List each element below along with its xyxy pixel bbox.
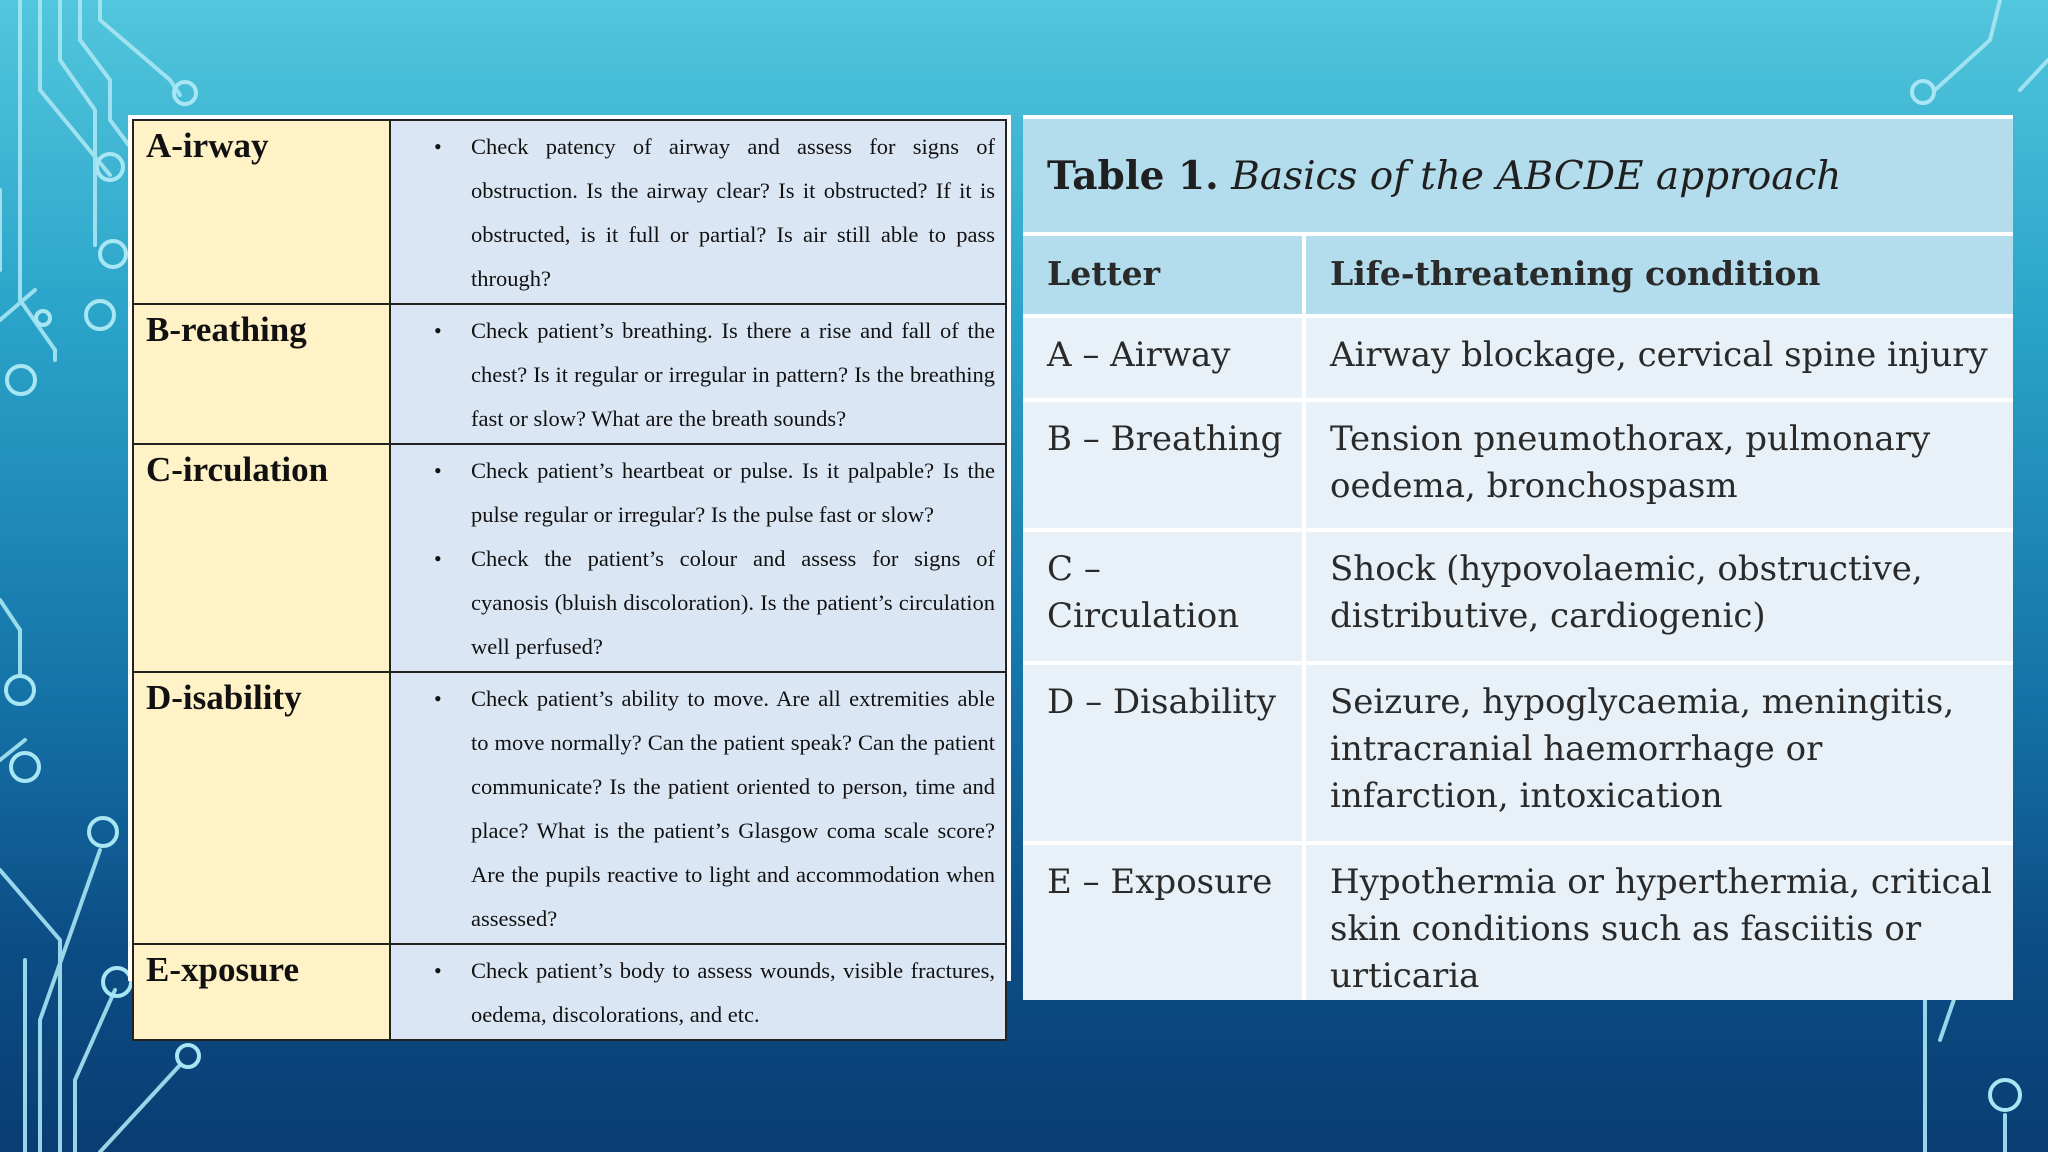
row-description — [390, 304, 1006, 444]
list-item: • Check patency of airway and assess for signs of obstruction. Is the airway clear? Is it obstructed? If it is obstructed, is it full or partial? Is air still able to pass through? — [471, 125, 995, 301]
table-row — [1023, 661, 2013, 841]
table-caption: Basics of the ABCDE approach — [1231, 154, 1842, 199]
table-row — [1023, 528, 2013, 661]
row-heading: C-irculation — [133, 444, 390, 672]
table-row — [133, 120, 1006, 304]
list-item: • Check patient’s ability to move. Are all extremities able to move normally? Can the patient speak? Can the patient communicate? Is the patient oriented to person, time and place? What is the patient’s Glasgow coma scale score? Are the pupils reactive to light and accommodation when assessed? — [471, 677, 995, 941]
table-row — [133, 304, 1006, 444]
table-row — [1023, 841, 2013, 1000]
list-item: • Check patient’s breathing. Is there a rise and fall of the chest? Is it regular or irregular in pattern? Is the breathing fast or slow? What are the breath sounds? — [471, 309, 995, 441]
condition-cell: Shock (hypovolaemic, obstructive, distributive, cardiogenic) — [1306, 528, 2013, 661]
list-item: • Check the patient’s colour and assess for signs of cyanosis (bluish discoloration). Is the patient’s circulation well perfused? — [471, 537, 995, 669]
row-heading: A-irway — [133, 120, 390, 304]
column-header-letter: Letter — [1023, 232, 1306, 314]
list-item: • Check patient’s heartbeat or pulse. Is it palpable? Is the pulse regular or irregular? Is the pulse fast or slow? — [471, 449, 995, 537]
row-description — [390, 672, 1006, 944]
header-row — [1023, 232, 2013, 314]
table-row — [1023, 314, 2013, 398]
table-number: Table 1. — [1047, 153, 1219, 199]
row-description — [390, 120, 1006, 304]
condition-cell: Seizure, hypoglycaemia, meningitis, intracranial haemorrhage or infarction, intoxication — [1306, 661, 2013, 841]
condition-cell: Airway blockage, cervical spine injury — [1306, 314, 2013, 398]
letter-cell: A – Airway — [1023, 314, 1306, 398]
list-item: • Check patient’s body to assess wounds, visible fractures, oedema, discolorations, and etc. — [471, 949, 995, 1037]
table-row — [133, 444, 1006, 672]
letter-cell: B – Breathing — [1023, 398, 1306, 528]
table-title — [1023, 119, 2013, 234]
row-heading: D-isability — [133, 672, 390, 944]
column-header-condition: Life-threatening condition — [1306, 232, 2013, 314]
airway-assessment-table — [128, 115, 1011, 1027]
row-heading: E-xposure — [133, 944, 390, 1040]
table-row — [133, 672, 1006, 944]
letter-cell: D – Disability — [1023, 661, 1306, 841]
row-description — [390, 944, 1006, 1040]
row-description — [390, 444, 1006, 672]
table-row — [1023, 398, 2013, 528]
abcde-basics-table — [1023, 115, 2013, 996]
row-heading: B-reathing — [133, 304, 390, 444]
table-row — [133, 944, 1006, 1040]
condition-cell: Hypothermia or hyperthermia, critical skin conditions such as fasciitis or urticaria — [1306, 841, 2013, 1000]
letter-cell: C – Circulation — [1023, 528, 1306, 661]
letter-cell: E – Exposure — [1023, 841, 1306, 1000]
abcde-grid — [1023, 232, 2013, 1000]
condition-cell: Tension pneumothorax, pulmonary oedema, bronchospasm — [1306, 398, 2013, 528]
assessment-table-grid — [132, 119, 1007, 1041]
